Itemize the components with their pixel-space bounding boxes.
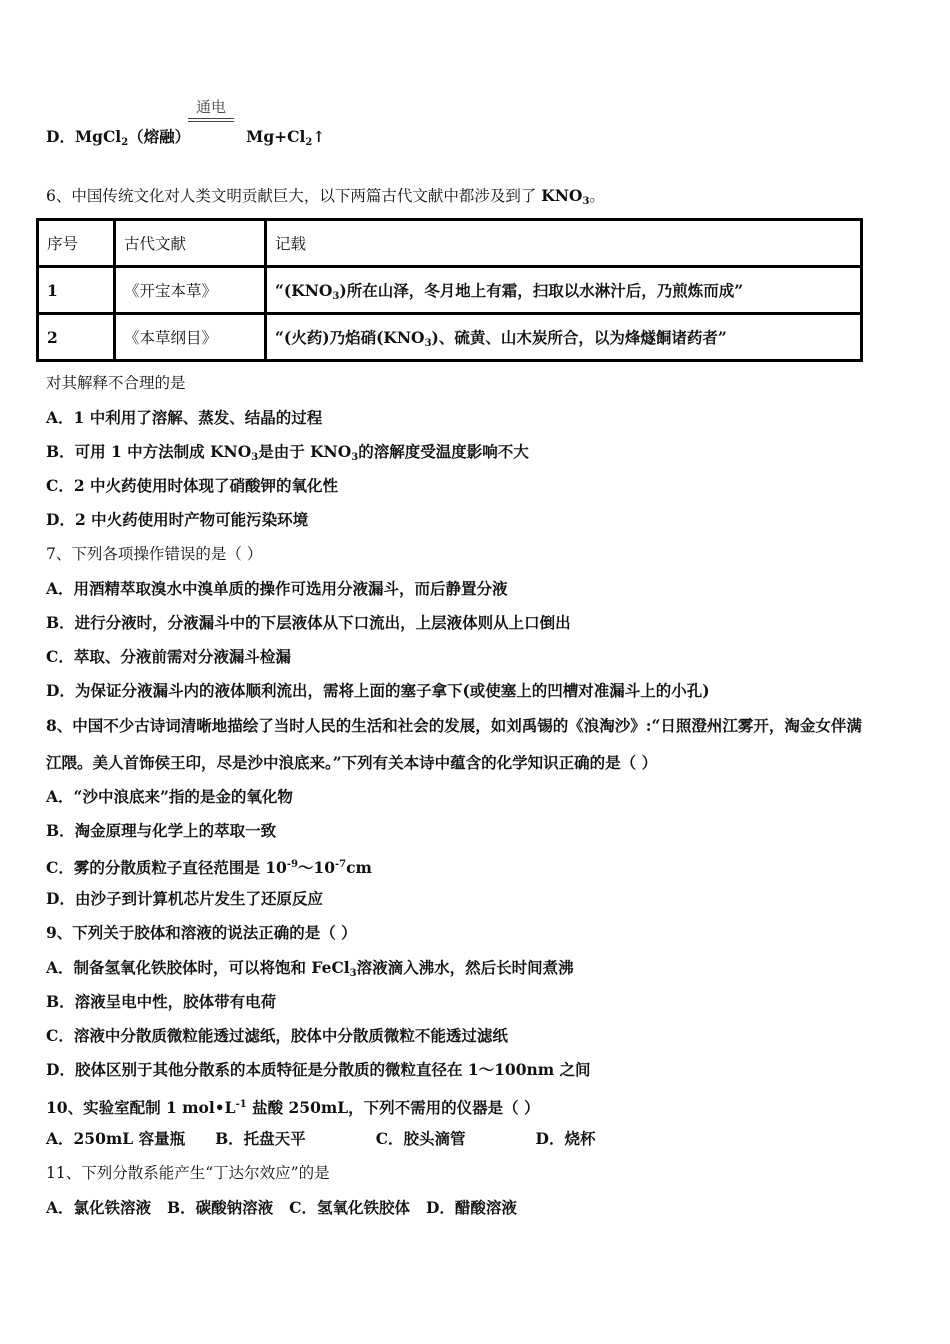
q9-option-a: A．制备氢氧化铁胶体时，可以将饱和 FeCl$_3$溶液滴入沸水，然后长时间煮沸 xyxy=(46,958,574,979)
q6-stem: 6、中国传统文化对人类文明贡献巨大，以下两篇古代文献中都涉及到了 $KNO_3$。 xyxy=(46,186,605,207)
header-no: 序号 xyxy=(38,220,115,267)
record-cell: “$(KNO_3)$所在山泽，冬月地上有霜，扫取以水淋汁后，乃煎炼而成” xyxy=(266,267,862,314)
q11-stem: 11、下列分散系能产生“丁达尔效应”的是 xyxy=(46,1164,330,1182)
gas-arrow-icon: ↑ xyxy=(312,127,326,146)
q7-stem: 7、下列各项操作错误的是（ ） xyxy=(46,545,263,563)
header-record: 记载 xyxy=(266,220,862,267)
q7-option-b: B．进行分液时，分液漏斗中的下层液体从下口流出，上层液体则从上口倒出 xyxy=(46,613,571,632)
q8-stem-line1: 8、中国不少古诗词清晰地描绘了当时人民的生活和社会的发展，如刘禹锡的《浪淘沙》:“日照澄州江雾开，淘金女伴满 xyxy=(46,716,862,735)
q10-option-b: B．托盘天平 xyxy=(215,1129,306,1148)
q10-stem: 10、实验室配制 1 $mol•L^{-1}$ 盐酸 250mL，下列不需用的仪器是（ ） xyxy=(46,1098,540,1117)
q10-option-d: D．烧杯 xyxy=(535,1129,596,1148)
q10-options xyxy=(46,1129,595,1149)
q7-option-d: D．为保证分液漏斗内的液体顺利流出，需将上面的塞子拿下(或使塞上的凹槽对准漏斗上的小孔) xyxy=(46,681,710,700)
q9-stem: 9、下列关于胶体和溶液的说法正确的是（ ） xyxy=(46,923,357,942)
q6-option-b: B．可用 1 中方法制成 $KNO_3$是由于 $KNO_3$的溶解度受温度影响不大 xyxy=(46,442,529,463)
q9-option-b: B．溶液呈电中性，胶体带有电荷 xyxy=(46,992,277,1011)
q8-option-a: A．“沙中浪底来”指的是金的氧化物 xyxy=(46,787,293,806)
condition-equals-bar xyxy=(188,118,234,122)
table-row: 1 《开宝本草》 “$(KNO_3)$所在山泽，冬月地上有霜，扫取以水淋汁后，乃煎炼而成” xyxy=(38,267,862,314)
q11-option-b: B．碳酸钠溶液 xyxy=(167,1198,274,1217)
q6-option-c: C．2 中火药使用时体现了硝酸钾的氧化性 xyxy=(46,476,339,495)
q10-option-a: A．250mL 容量瓶 xyxy=(46,1129,186,1148)
reaction-condition xyxy=(188,96,234,122)
q7-option-a: A．用酒精萃取溴水中溴单质的操作可选用分液漏斗，而后静置分液 xyxy=(46,579,508,598)
q9-option-c: C．溶液中分散质微粒能透过滤纸，胶体中分散质微粒不能透过滤纸 xyxy=(46,1026,508,1045)
condition-text: 通电 xyxy=(195,98,226,116)
q6-option-a: A．1 中利用了溶解、蒸发、结晶的过程 xyxy=(46,408,323,427)
q7-option-c: C．萃取、分液前需对分液漏斗检漏 xyxy=(46,647,291,666)
q6-option-d: D．2 中火药使用时产物可能污染环境 xyxy=(46,510,309,529)
q11-option-a: A．氯化铁溶液 xyxy=(46,1198,152,1217)
q8-option-b: B．淘金原理与化学上的萃取一致 xyxy=(46,821,277,840)
q6-question: 对其解释不合理的是 xyxy=(46,374,186,392)
record-cell: “(火药)乃焰硝$(KNO_3)$、硫黄、山木炭所合，以为烽燧餇诸药者” xyxy=(266,314,862,361)
literature-table xyxy=(36,218,863,362)
q8-option-d: D．由沙子到计算机芯片发生了还原反应 xyxy=(46,889,323,908)
q9-option-d: D．胶体区别于其他分散系的本质特征是分散质的微粒直径在 1～100nm 之间 xyxy=(46,1060,591,1079)
q5-option-d: D．MgCl$_2$（熔融） $Mg+Cl_2↑$ xyxy=(46,127,326,148)
q8-option-c: C．雾的分散质粒子直径范围是 $10^{-9}\sim 10^{-7}cm$ xyxy=(46,858,372,877)
table-header-row xyxy=(38,220,862,267)
q11-option-c: C．氢氧化铁胶体 xyxy=(289,1198,410,1217)
q8-stem-line2: 江隈。美人首饰侯王印，尽是沙中浪底来。”下列有关本诗中蕴含的化学知识正确的是（ ） xyxy=(46,753,658,772)
header-book: 古代文献 xyxy=(115,220,266,267)
q11-options xyxy=(46,1198,517,1218)
q10-option-c: C．胶头滴管 xyxy=(375,1129,466,1148)
q11-option-d: D．醋酸溶液 xyxy=(425,1198,517,1217)
table-row: 2 《本草纲目》 “(火药)乃焰硝$(KNO_3)$、硫黄、山木炭所合，以为烽燧餇诸药者” xyxy=(38,314,862,361)
